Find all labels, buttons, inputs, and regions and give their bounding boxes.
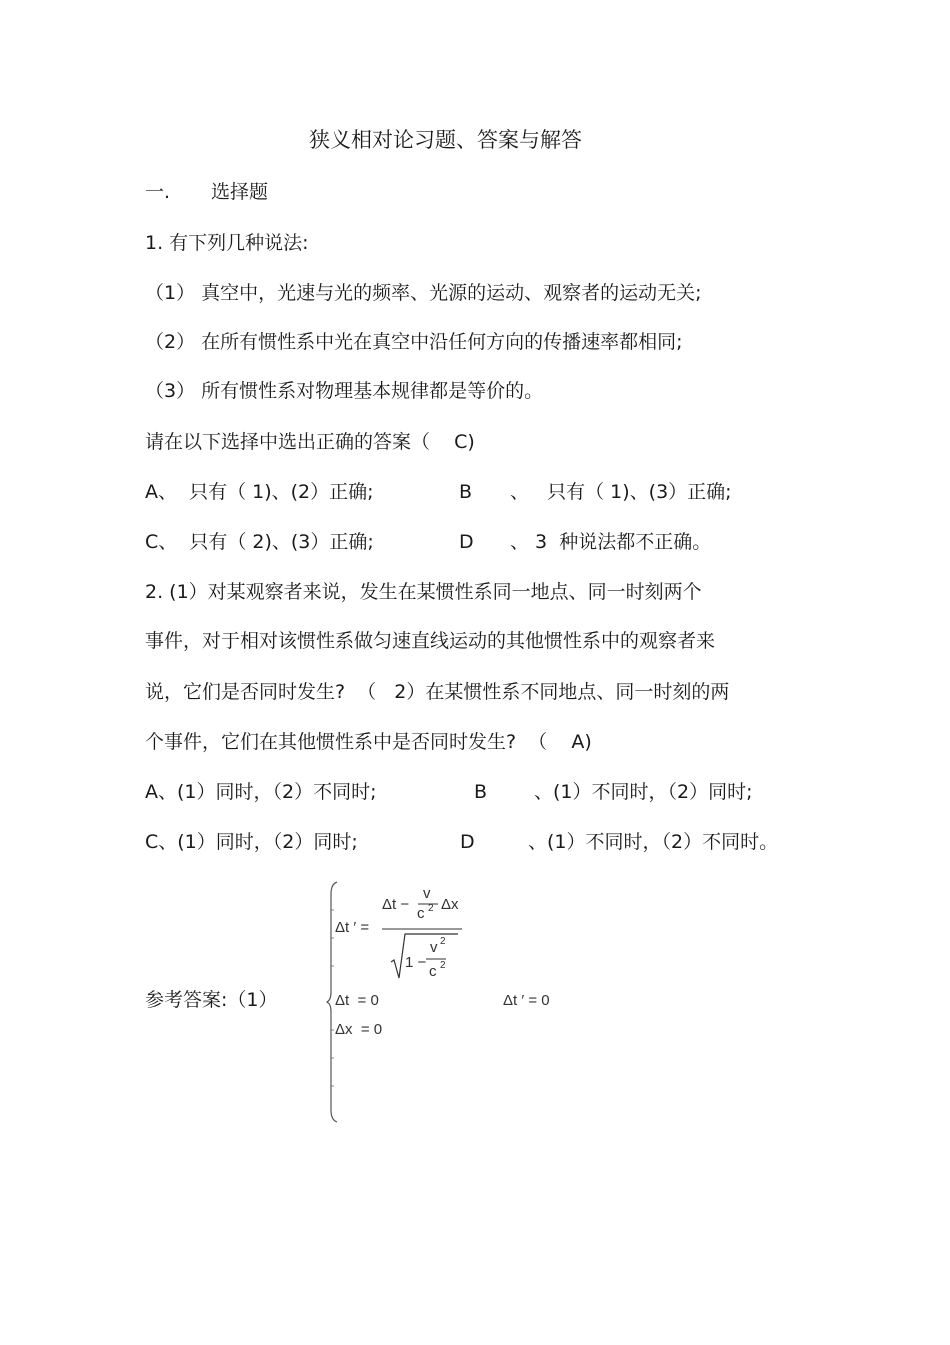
q2-option-d-letter: D xyxy=(460,831,475,853)
formula-dt-prime: Δt ′ = xyxy=(335,919,370,936)
q2-line-1: 2. (1）对某观察者来说，发生在某惯性系同一地点、同一时刻两个 xyxy=(145,581,702,603)
q1-statement-2: （2） 在所有惯性系中光在真空中沿任何方向的传播速率都相同; xyxy=(145,331,683,353)
formula-numerator: Δt − xyxy=(382,896,410,913)
q2-line-3: 说，它们是否同时发生? （ 2）在某惯性系不同地点、同一时刻的两 xyxy=(145,681,730,703)
q2-option-c: C、(1）同时，（2）同时; xyxy=(145,831,358,853)
q1-stem: 1. 有下列几种说法: xyxy=(145,232,309,254)
q1-statement-3: （3） 所有惯性系对物理基本规律都是等价的。 xyxy=(145,380,544,402)
q2-line-2: 事件，对于相对该惯性系做匀速直线运动的其他惯性系中的观察者来 xyxy=(145,630,716,652)
formula-main-fraction-bar xyxy=(382,928,462,930)
formula-dx: Δx xyxy=(441,896,459,913)
q1-option-d-letter: D xyxy=(459,531,474,553)
formula-dx-zero: Δx = 0 xyxy=(335,1021,383,1038)
formula-v-exponent: 2 xyxy=(440,936,446,947)
formula-c-inner: c xyxy=(429,963,437,980)
section-heading: 选择题 xyxy=(211,181,269,203)
q1-option-d: 、 3 种说法都不正确。 xyxy=(510,531,712,553)
q2-option-b-letter: B xyxy=(474,781,488,803)
answer-label: 参考答案:（1） xyxy=(145,989,278,1011)
q2-option-a: A、(1）同时，（2）不同时; xyxy=(145,781,377,803)
q1-option-b-letter: B xyxy=(459,481,473,503)
section-number: 一. xyxy=(145,181,171,203)
q1-statement-1: （1） 真空中，光速与光的频率、光源的运动、观察者的运动无关; xyxy=(145,282,702,304)
q2-option-b: 、(1）不同时，（2）同时; xyxy=(534,781,753,803)
q1-option-c: C、 只有（ 2)、(3）正确; xyxy=(145,531,374,553)
q1-ask: 请在以下选择中选出正确的答案（ C) xyxy=(145,431,475,453)
formula-c-exponent: 2 xyxy=(428,903,434,914)
formula-dt-zero: Δt = 0 xyxy=(335,992,379,1009)
q1-option-b: 、 只有（ 1)、(3）正确; xyxy=(510,481,732,503)
q1-option-a: A、 只有（ 1)、(2）正确; xyxy=(145,481,374,503)
formula-one-minus: 1 − xyxy=(405,954,427,971)
formula-result: Δt ′ = 0 xyxy=(503,992,550,1009)
page-title: 狭义相对论习题、答案与解答 xyxy=(309,128,582,152)
formula-v: v xyxy=(423,885,431,902)
formula-c-inner-exponent: 2 xyxy=(440,960,446,971)
formula-v-squared: v xyxy=(430,939,438,956)
q2-line-4: 个事件，它们在其他惯性系中是否同时发生? （ A) xyxy=(145,731,592,753)
q2-option-d: 、(1）不同时，（2）不同时。 xyxy=(528,831,779,853)
formula-c: c xyxy=(417,905,425,922)
